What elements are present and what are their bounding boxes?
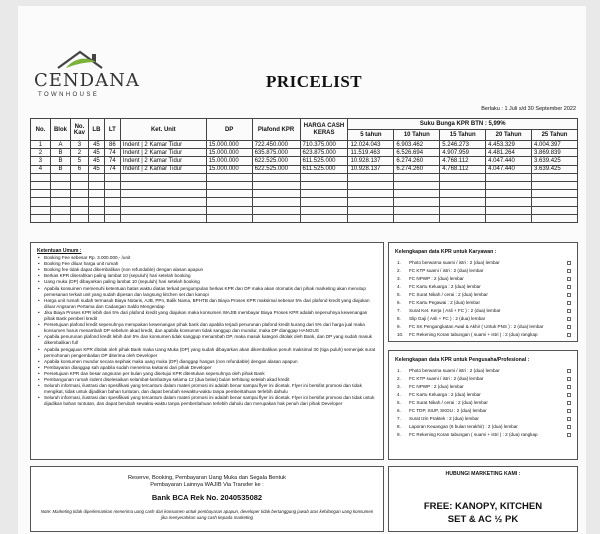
- table-cell: [120, 181, 206, 189]
- employee-docs-heading: Kelengkapan data KPR untuk Karyawan :: [395, 249, 497, 255]
- terms-item: • Booking Fee diluar harga unit rumah: [37, 261, 377, 267]
- business-docs-box: [388, 350, 578, 460]
- table-cell: 623.875.000: [300, 149, 348, 157]
- doc-item: [395, 367, 571, 375]
- table-cell: [104, 190, 120, 198]
- doc-item-number: 7.: [397, 416, 401, 421]
- doc-item-number: 6.: [397, 300, 401, 305]
- terms-item: • Jika Biaya Proses KPR lebih dari 5% dari plafond kredit yang diajukan maka konsumen WAJIB membayar Biaya Proses KPR adalah sepenuhnya kewenangan pihak Bank pemberi kredit: [37, 310, 377, 322]
- terms-item: • Seluruh informasi, ilustrasi dan spesifikasi yang tercantum dalam materi promosi ini adalah benar sampai flyer ini dicetak. Flyer ini bersifat promosi dan tidak untuk dijadikan bahan tuntutan, dan dapat berubah sewaktu-waktu tanpa pemberitahuan terlebih dahulu dan merupakan hak penuh dari pihak Developer: [37, 395, 377, 407]
- table-cell: [120, 190, 206, 198]
- doc-item-number: 9.: [397, 324, 401, 329]
- doc-item-number: 1.: [397, 260, 401, 265]
- doc-item-number: 1.: [397, 368, 401, 373]
- table-cell: 6.526.694: [394, 149, 440, 157]
- table-cell: 3: [31, 157, 51, 165]
- table-row: [31, 157, 578, 165]
- table-row: [31, 141, 578, 149]
- table-cell: [104, 206, 120, 214]
- table-cell: [348, 206, 394, 214]
- table-cell: 3: [70, 141, 88, 149]
- doc-item: [395, 283, 571, 291]
- table-cell: 15.000.000: [206, 149, 252, 157]
- table-cell: [348, 198, 394, 206]
- doc-item-label: FC Surat Nikah / cerai : 2 (dua) lembar: [409, 400, 488, 405]
- table-row: [31, 190, 578, 198]
- table-cell: [104, 173, 120, 181]
- checkbox-icon: [567, 309, 571, 313]
- checkbox-icon: [567, 377, 571, 381]
- table-cell: 611.525.000: [300, 165, 348, 173]
- brand-subtitle: TOWNHOUSE: [38, 92, 100, 98]
- table-cell: [252, 181, 300, 189]
- table-cell: 3.639.425: [532, 165, 578, 173]
- payment-note: Note: Marketing tidak diperkenankan menerima uang cash dari konsumen untuk pembayaran apapun, developer tidak bertanggung jawab atas kehilangan uang konsumen jika menyerahkan uang cash kepada marketing: [40, 509, 374, 520]
- doc-item-number: 9.: [397, 432, 401, 437]
- terms-item: • Berkas KPR diserahkan paling lambat 10 (sepuluh) hari setelah booking: [37, 273, 377, 279]
- table-cell: [300, 206, 348, 214]
- table-cell: [206, 198, 252, 206]
- table-cell: [70, 206, 88, 214]
- table-cell: Indent | 2 Kamar Tidur: [120, 141, 206, 149]
- table-cell: 45: [88, 157, 104, 165]
- business-docs-heading: Kelengkapan data KPR untuk Pengusaha/Profesional :: [395, 357, 530, 363]
- table-cell: 2: [70, 149, 88, 157]
- table-cell: 611.525.000: [300, 157, 348, 165]
- table-cell: [252, 206, 300, 214]
- table-row: [31, 173, 578, 181]
- table-cell: [532, 173, 578, 181]
- validity-period: Berlaku : 1 Juli s/d 30 September 2022: [481, 106, 576, 112]
- doc-item-number: 2.: [397, 268, 401, 273]
- doc-item: [395, 291, 571, 299]
- terms-item: • Apabila konsumen memenuhi ketentuan batas waktu diatas terkait pengumpulan berkas KPR dan DP maka akan otomatis dari pihak marketing akan menutup pemesanan terkait unit yang sudah dipesan dan langsung kitchen set dan kanopi: [37, 286, 377, 298]
- table-cell: Indent | 2 Kamar Tidur: [120, 157, 206, 165]
- table-cell: [440, 181, 486, 189]
- table-cell: [486, 206, 532, 214]
- doc-item: [395, 259, 571, 267]
- table-cell: [206, 181, 252, 189]
- table-cell: [50, 198, 70, 206]
- terms-item: • Apabila pengajuan KPR ditolak oleh pihak Bank maka Uang Muka (DP) yang sudah dibayarkan akan dikembalikan penuh maksimal 30 (tiga puluh) semenjak surat permohonan pengembalian DP diterima oleh Developer: [37, 347, 377, 359]
- table-cell: [348, 173, 394, 181]
- table-cell: [348, 190, 394, 198]
- terms-list: [37, 255, 377, 407]
- doc-item-number: 4.: [397, 284, 401, 289]
- checkbox-icon: [567, 393, 571, 397]
- table-cell: [486, 198, 532, 206]
- table-cell: 622.525.000: [252, 165, 300, 173]
- table-cell: [252, 214, 300, 222]
- header-lt: LT: [104, 119, 120, 141]
- table-cell: [50, 206, 70, 214]
- table-header-row: [31, 119, 578, 130]
- doc-item: [395, 399, 571, 407]
- header-dp: DP: [206, 119, 252, 141]
- doc-item-number: 2.: [397, 376, 401, 381]
- table-cell: 5.246.273: [440, 141, 486, 149]
- doc-item-label: FC Rekening Koran tabungan ( suami + istri ) : 2 (dua) rangkap: [409, 432, 538, 437]
- checkbox-icon: [567, 277, 571, 281]
- doc-item-label: FC SK Pengangkatan Awal & Akhir ( Untuk PNS ) : 2 (dua) lembar: [409, 324, 544, 329]
- table-cell: 4.004.397: [532, 141, 578, 149]
- employee-docs-list: [395, 259, 571, 339]
- table-cell: [300, 181, 348, 189]
- contact-box: [388, 466, 578, 532]
- header-plafond: Plafond KPR: [252, 119, 300, 141]
- table-cell: Indent | 2 Kamar Tidur: [120, 165, 206, 173]
- pricelist-page: [18, 6, 586, 534]
- doc-item-label: FC Surat Nikah / cerai : 2 (dua) lembar: [409, 292, 488, 297]
- header-tenor: 20 Tahun: [486, 130, 532, 141]
- table-cell: 74: [104, 165, 120, 173]
- page-title: PRICELIST: [266, 72, 363, 91]
- table-cell: [532, 214, 578, 222]
- table-cell: B: [50, 165, 70, 173]
- terms-item: • Seluruh informasi, ilustrasi dan spesifikasi yang tercantum dalam materi promosi ini adalah benar sampai flyer ini dicetak. Flyer ini bersifat promosi dan tidak mengikat, tidak untuk dijadikan bahan tuntutan, dan dapat berubah sewaktu-waktu tanpa pemberitahuan terlebih dahulu: [37, 383, 377, 395]
- table-cell: [104, 198, 120, 206]
- table-cell: [394, 190, 440, 198]
- table-cell: 635.875.000: [252, 149, 300, 157]
- doc-item-label: FC Kartu Pegawai : 2 (dua) lembar: [409, 300, 480, 305]
- checkbox-icon: [567, 385, 571, 389]
- contact-heading: HUBUNGI MARKETING KAMI :: [445, 471, 521, 477]
- table-cell: [394, 206, 440, 214]
- table-cell: [206, 173, 252, 181]
- table-cell: [348, 214, 394, 222]
- table-cell: [440, 190, 486, 198]
- table-cell: [440, 206, 486, 214]
- table-cell: [88, 198, 104, 206]
- header-tenor: 25 Tahun: [532, 130, 578, 141]
- table-cell: [104, 181, 120, 189]
- doc-item: [395, 391, 571, 399]
- doc-item-label: Surat Izin Praktek : 2 (dua) lembar: [409, 416, 479, 421]
- doc-item-number: 8.: [397, 316, 401, 321]
- header-ket-unit: Ket. Unit: [120, 119, 206, 141]
- checkbox-icon: [567, 409, 571, 413]
- table-cell: 15.000.000: [206, 165, 252, 173]
- doc-item-label: Laporan Keuangan (6 bulan terakhir) : 2 (dua) lembar: [409, 424, 518, 429]
- header-harga-cash: HARGA CASH KERAS: [300, 119, 348, 141]
- doc-item-label: FC Kartu Keluarga : 2 (dua) lembar: [409, 284, 481, 289]
- table-cell: 622.525.000: [252, 157, 300, 165]
- doc-item: [395, 299, 571, 307]
- table-cell: 74: [104, 157, 120, 165]
- price-table: [30, 118, 578, 223]
- doc-item-number: 5.: [397, 400, 401, 405]
- table-cell: 10.928.137: [348, 157, 394, 165]
- doc-item-label: FC Kartu Keluarga : 2 (dua) lembar: [409, 392, 481, 397]
- table-cell: [70, 190, 88, 198]
- checkbox-icon: [567, 333, 571, 337]
- doc-item-number: 3.: [397, 276, 401, 281]
- table-cell: A: [50, 141, 70, 149]
- table-cell: [50, 173, 70, 181]
- doc-item: [395, 431, 571, 439]
- brand-name: CENDANA: [34, 70, 140, 91]
- free-bonus-line-2: SET & AC ½ PK: [447, 514, 519, 525]
- table-cell: [394, 198, 440, 206]
- header-no: No.: [31, 119, 51, 141]
- terms-item: • Harga unit rumah sudah termasuk Biaya Notaris, AJB, PPn, Balik Nama, BPHTB dan Biaya Proses KPR maksimal sebesar 5% dari plafond kredit yang diajukan diluar Angsuran Pertama dan Cadangan Saldo Mengendap: [37, 298, 377, 310]
- table-cell: [88, 206, 104, 214]
- terms-item: • Apabila konsumen mundur secara sepihak maka uang muka (DP) dianggap hangus (non refundable) dengan alasan apapun: [37, 359, 377, 365]
- doc-item: [395, 407, 571, 415]
- table-cell: [394, 214, 440, 222]
- table-cell: [394, 181, 440, 189]
- doc-item: [395, 275, 571, 283]
- table-cell: 722.450.000: [252, 141, 300, 149]
- table-cell: [440, 173, 486, 181]
- table-cell: 4.453.329: [486, 141, 532, 149]
- table-cell: [88, 181, 104, 189]
- table-cell: 4.768.112: [440, 165, 486, 173]
- table-cell: [486, 181, 532, 189]
- table-cell: [532, 206, 578, 214]
- checkbox-icon: [567, 293, 571, 297]
- doc-item-label: FC NPWP : 2 (dua) lembar: [409, 276, 464, 281]
- table-row: [31, 165, 578, 173]
- table-cell: [70, 181, 88, 189]
- terms-item: • Uang muka (DP) dibayarkan paling lambat 10 (sepuluh) hari setelah booking: [37, 279, 377, 285]
- table-cell: [486, 173, 532, 181]
- table-cell: 1: [31, 141, 51, 149]
- table-cell: [88, 190, 104, 198]
- table-row: [31, 198, 578, 206]
- table-cell: 6.274.260: [394, 165, 440, 173]
- header-tenor: 10 Tahun: [394, 130, 440, 141]
- doc-item: [395, 267, 571, 275]
- table-cell: 6.274.260: [394, 157, 440, 165]
- terms-box: [30, 242, 384, 460]
- table-cell: [31, 206, 51, 214]
- checkbox-icon: [567, 325, 571, 329]
- table-cell: [252, 198, 300, 206]
- table-cell: 15.000.000: [206, 141, 252, 149]
- table-cell: [300, 214, 348, 222]
- bank-account: Bank BCA Rek No. 2040535082: [151, 493, 263, 502]
- table-row: [31, 149, 578, 157]
- terms-item: • Persetujuan plafond kredit sepenuhnya merupakan kewenangan pihak bank dan apabila terjadi penurunan plafond kredit kurang dari 5% dari harga jual maka konsumen harus menambah DP sebelum akad kredit, dan apabila konsumen tidak sanggup dan mundur, maka DP dianggap HANGUS: [37, 322, 377, 334]
- doc-item-label: Photo berwarna suami / istri : 2 (dua) lembar: [409, 368, 500, 373]
- table-cell: 2: [31, 149, 51, 157]
- doc-item-label: FC Rekening Koran tabungan ( suami + istri ) : 2 (dua) rangkap: [409, 332, 538, 337]
- terms-item: • Pembangunan rumah indent diselesaikan selambat-lambatnya selama 12 (dua belas) bulan terhitung setelah akad kredit: [37, 377, 377, 383]
- table-row: [31, 206, 578, 214]
- table-cell: [532, 190, 578, 198]
- payment-line-1: Reserve, Booking, Pembayaran Uang Muka dan Segala Bentuk: [128, 475, 286, 481]
- table-cell: [120, 198, 206, 206]
- table-cell: [31, 190, 51, 198]
- table-cell: [532, 198, 578, 206]
- doc-item: [395, 415, 571, 423]
- doc-item-number: 3.: [397, 384, 401, 389]
- table-cell: 3.639.425: [532, 157, 578, 165]
- table-cell: 45: [88, 141, 104, 149]
- doc-item-number: 8.: [397, 424, 401, 429]
- header-blok: Blok: [50, 119, 70, 141]
- house-roof-logo-icon: [52, 50, 122, 72]
- checkbox-icon: [567, 317, 571, 321]
- table-cell: [252, 173, 300, 181]
- doc-item-number: 5.: [397, 292, 401, 297]
- table-cell: [206, 214, 252, 222]
- table-cell: [50, 181, 70, 189]
- table-cell: 15.000.000: [206, 157, 252, 165]
- table-cell: [252, 190, 300, 198]
- terms-item: • Apabila penurunan plafond kredit lebih dari 5% dan konsumen tidak sanggup menambah DP, maka masuk kategori ditolak oleh Bank, dan DP yang sudah masuk dikembalikan full: [37, 334, 377, 346]
- terms-item: • Booking Fee sebesar Rp. 3.000.000,- /unit: [37, 255, 377, 261]
- table-cell: [206, 206, 252, 214]
- checkbox-icon: [567, 261, 571, 265]
- table-cell: 4.047.440: [486, 165, 532, 173]
- doc-item: [395, 423, 571, 431]
- table-cell: [70, 198, 88, 206]
- terms-heading: Ketentuan Umum :: [37, 248, 82, 254]
- table-cell: [300, 190, 348, 198]
- terms-item: • Pembayaran dianggap sah apabila sudah menerima kwitansi dari pihak Developer: [37, 365, 377, 371]
- doc-item: [395, 375, 571, 383]
- payment-line-2: Pembayaran Lainnya WAJIB Via Transfer ke :: [150, 482, 264, 488]
- table-cell: [120, 206, 206, 214]
- table-cell: [300, 173, 348, 181]
- doc-item-label: FC KTP suami / istri : 2 (dua) lembar: [409, 376, 484, 381]
- table-cell: 86: [104, 141, 120, 149]
- table-row: [31, 214, 578, 222]
- table-cell: 11.519.463: [348, 149, 394, 157]
- table-cell: 4.907.959: [440, 149, 486, 157]
- doc-item: [395, 331, 571, 339]
- table-cell: [206, 190, 252, 198]
- terms-item: • Persetujuan KPR dan besar angsuran per bulan yang disetujui KPR ditentukan sepenuhnya oleh pihak Bank: [37, 371, 377, 377]
- table-cell: [348, 181, 394, 189]
- table-cell: 4.481.264: [486, 149, 532, 157]
- table-cell: 10.928.137: [348, 165, 394, 173]
- table-cell: 6: [70, 165, 88, 173]
- table-cell: [486, 190, 532, 198]
- table-cell: 710.375.000: [300, 141, 348, 149]
- free-bonus-line-1: FREE: KANOPY, KITCHEN: [423, 501, 543, 512]
- table-cell: [31, 198, 51, 206]
- checkbox-icon: [567, 301, 571, 305]
- price-table-body: [31, 141, 578, 223]
- doc-item-number: 7.: [397, 308, 401, 313]
- checkbox-icon: [567, 425, 571, 429]
- table-cell: [31, 181, 51, 189]
- table-cell: [104, 214, 120, 222]
- table-cell: 6.903.462: [394, 141, 440, 149]
- business-docs-list: [395, 367, 571, 439]
- doc-item: [395, 383, 571, 391]
- header-lb: LB: [88, 119, 104, 141]
- doc-item-label: FC NPWP : 2 (dua) lembar: [409, 384, 464, 389]
- table-cell: 3.869.839: [532, 149, 578, 157]
- table-cell: [88, 214, 104, 222]
- table-cell: [50, 214, 70, 222]
- table-cell: [486, 214, 532, 222]
- table-cell: 12.024.043: [348, 141, 394, 149]
- checkbox-icon: [567, 285, 571, 289]
- table-cell: 45: [88, 149, 104, 157]
- doc-item-label: Photo berwarna suami / istri : 2 (dua) lembar: [409, 260, 500, 265]
- table-cell: [31, 214, 51, 222]
- table-cell: [88, 173, 104, 181]
- table-cell: [440, 214, 486, 222]
- header-tenor: 5 tahun: [348, 130, 394, 141]
- table-cell: [394, 173, 440, 181]
- free-bonus: [389, 500, 577, 526]
- table-cell: [440, 198, 486, 206]
- table-cell: Indent | 2 Kamar Tidur: [120, 149, 206, 157]
- doc-item-label: FC KTP suami / istri : 2 (dua) lembar: [409, 268, 484, 273]
- brand-logo: [34, 50, 144, 106]
- table-cell: 74: [104, 149, 120, 157]
- checkbox-icon: [567, 401, 571, 405]
- checkbox-icon: [567, 269, 571, 273]
- table-cell: [70, 173, 88, 181]
- doc-item-number: 10.: [397, 332, 404, 337]
- table-row: [31, 181, 578, 189]
- header-no-kav: No. Kav: [70, 119, 88, 141]
- doc-item-label: Surat Ket. Kerja ( Asli + FC ) : 2 (dua) lembar: [409, 308, 501, 313]
- table-cell: B: [50, 157, 70, 165]
- employee-docs-box: [388, 242, 578, 342]
- table-cell: [70, 214, 88, 222]
- doc-item-number: 4.: [397, 392, 401, 397]
- doc-item: [395, 315, 571, 323]
- table-cell: [532, 181, 578, 189]
- table-cell: 4.047.440: [486, 157, 532, 165]
- table-cell: [31, 173, 51, 181]
- table-cell: B: [50, 149, 70, 157]
- checkbox-icon: [567, 433, 571, 437]
- doc-item: [395, 307, 571, 315]
- table-cell: [300, 198, 348, 206]
- payment-box: [30, 466, 384, 532]
- table-cell: 45: [88, 165, 104, 173]
- checkbox-icon: [567, 369, 571, 373]
- table-cell: [50, 190, 70, 198]
- table-cell: 4: [31, 165, 51, 173]
- checkbox-icon: [567, 417, 571, 421]
- table-cell: [120, 214, 206, 222]
- header-suku-bunga: Suku Bunga KPR BTN : 5,99%: [348, 119, 578, 130]
- doc-item-label: FC TDP, SIUP, SKDU : 2 (dua) lembar: [409, 408, 487, 413]
- terms-item: • Booking fee tidak dapat dikembalikan (non refundable) dengan alasan apapun: [37, 267, 377, 273]
- header-tenor: 15 Tahun: [440, 130, 486, 141]
- table-cell: 4.768.112: [440, 157, 486, 165]
- doc-item-label: Slip Gaji ( Asli + FC ) : 2 (dua) lembar: [409, 316, 486, 321]
- table-cell: [120, 173, 206, 181]
- doc-item-number: 6.: [397, 408, 401, 413]
- table-cell: 5: [70, 157, 88, 165]
- doc-item: [395, 323, 571, 331]
